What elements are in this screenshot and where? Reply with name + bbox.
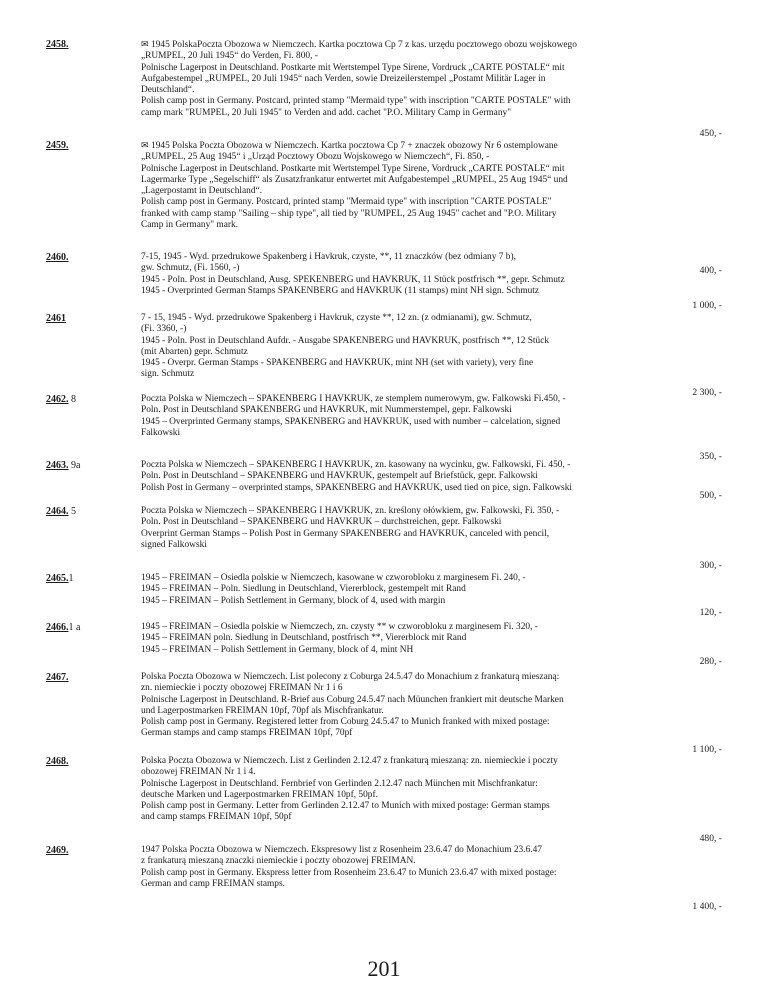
description-text: 1945 – FREIMAN poln. Siedlung in Deutschland, postfrisch **, Viererblock mit Rand [141, 633, 467, 644]
description-text: German stamps and camp stamps FREIMAN 10pf, 70pf [141, 728, 353, 739]
lot-number-main: 2458. [46, 39, 69, 50]
lot-number [46, 394, 76, 405]
description-line [141, 573, 671, 584]
description-line [141, 801, 671, 812]
lot-number-main: 2460. [46, 252, 69, 263]
lot-description [141, 460, 671, 494]
description-line [141, 63, 671, 74]
lot-number-suffix: 1 a [68, 622, 81, 633]
description-line [141, 596, 671, 607]
lot-description [141, 394, 671, 439]
lot-number [46, 252, 69, 263]
lot-description [141, 140, 671, 231]
description-text: deutsche Marken und Lagerpostmarken FREIMAN 10pf, 50pf. [141, 789, 378, 800]
description-line [141, 767, 671, 778]
lot-description [141, 672, 671, 740]
lot-number-main: 2465. [46, 573, 69, 584]
lot-number [46, 140, 69, 151]
description-line [141, 506, 671, 517]
lot-number-main: 2467. [46, 672, 69, 683]
lot-price: 500, - [699, 490, 722, 501]
description-line [141, 812, 671, 823]
description-line [141, 175, 671, 186]
description-text: Deutschland“. [141, 85, 195, 96]
description-line [141, 209, 671, 220]
description-text: sign. Schmutz [141, 369, 195, 380]
lot-number [46, 573, 74, 584]
lot-number-main: 2466. [46, 622, 69, 633]
lot-number-suffix: 8 [68, 394, 76, 405]
envelope-icon: ✉ [141, 39, 149, 49]
description-text: Poczta Polska w Niemczech – SPAKENBERG I HAVKRUK, zn. kasowany na wycinku, gw. Falkowski, Fi. 450, - [141, 460, 571, 470]
description-text: 1945 – Overprinted Germany stamps, SPAKENBERG and HAVKRUK, used with number – calcelation, signed [141, 416, 561, 427]
description-text: 1945 – FREIMAN – Poln. Siedlung in Deutschland, Viererblock, gestempelt mit Rand [141, 584, 466, 595]
lot-number-suffix: 9a [68, 460, 81, 471]
description-line [141, 417, 671, 428]
description-line [141, 286, 671, 297]
description-line [141, 879, 671, 890]
description-text: Polish camp post in Germany. Registered letter from Coburg 24.5.47 to Munich franked with mixed postage: [141, 717, 550, 728]
description-line [141, 85, 671, 96]
description-line [141, 140, 671, 152]
description-text: 1947 Polska Poczta Obozowa w Niemczech. Ekspresowy list z Rosenheim 23.6.47 do Monachium 23.6.47 [141, 845, 542, 855]
description-text: Polnische Lagerpost in Deutschland. R-Brief aus Coburg 24.5.47 nach Müunchen frankiert mit deutsche Marken [141, 694, 564, 705]
description-line [141, 695, 671, 706]
lot-number-main: 2462. [46, 394, 69, 405]
description-text: gw. Schmutz, (Fi. 1560, -) [141, 263, 240, 274]
description-line [141, 868, 671, 879]
description-line [141, 74, 671, 85]
lot-description [141, 39, 671, 119]
lot-number [46, 845, 69, 856]
description-line [141, 347, 671, 358]
description-line [141, 39, 671, 51]
description-line [141, 856, 671, 867]
description-line [141, 394, 671, 405]
lot-description [141, 313, 671, 381]
lot-description [141, 573, 671, 607]
description-line [141, 220, 671, 231]
lot-number-main: 2463. [46, 460, 69, 471]
description-line [141, 405, 671, 416]
description-line [141, 313, 671, 324]
description-line [141, 471, 671, 482]
description-line [141, 717, 671, 728]
lot-price: 300, - [699, 560, 722, 571]
lot-description [141, 622, 671, 656]
description-line [141, 756, 671, 767]
description-line [141, 645, 671, 656]
description-text: obozowej FREIMAN Nr 1 i 4. [141, 767, 256, 778]
description-line [141, 275, 671, 286]
description-text: zn. niemieckie i poczty obozowej FREIMAN Nr 1 i 6 [141, 683, 343, 694]
lot-price: 480, - [699, 833, 722, 844]
description-text: Poczta Polska w Niemczech – SPAKENBERG I HAVKRUK, ze stemplem numerowym, gw. Falkowski Fi.450, - [141, 394, 566, 404]
description-line [141, 369, 671, 380]
description-text: Polska Poczta Obozowa w Niemczech. List polecony z Coburga 24.5.47 do Monachium z frankaturą mieszaną: [141, 672, 560, 682]
description-text: 1945 - Overpr. German Stamps - SPAKENBERG and HAVKRUK, mint NH (set with variety), very fine [141, 358, 534, 369]
description-line [141, 460, 671, 471]
lot-number-main: 2461 [46, 313, 66, 324]
description-text: Poczta Polska w Niemczech – SPAKENBERG I HAVKRUK, zn. kreślony ołówkiem, gw. Falkowski, Fi. 350, - [141, 506, 560, 516]
description-text: franked with camp stamp "Sailing – ship type", all tied by "RÜMPEL, 25 Aug 1945" cachet and "P.O. Military [141, 208, 557, 219]
lot-number [46, 672, 69, 683]
description-text: Poln. Post in Deutschland SPAKENBERG und HAVKRUK, mit Nummerstempel, gepr. Falkowski [141, 405, 512, 416]
description-line [141, 622, 671, 633]
envelope-icon: ✉ [141, 140, 149, 150]
description-text: 1945 – FREIMAN – Polish Settlement in Germany, block of 4, used with margin [141, 595, 446, 606]
description-text: Polish camp post in Germany. Ekspress letter from Rosenheim 23.6.47 to Munich 23.6.47 with mixed postage: [141, 867, 557, 878]
description-line [141, 51, 671, 62]
lot-number-main: 2464. [46, 506, 69, 517]
lot-price: 120, - [699, 607, 722, 618]
lot-price: 350, - [699, 451, 722, 462]
lot-number [46, 622, 80, 633]
lot-price: 280, - [699, 656, 722, 667]
description-text: Polnische Lagerpost in Deutschland. Postkarte mit Wertstempel Type Sirene, Vordruck „CARTE POSTALE“ mit [141, 163, 565, 174]
description-text: „RÜMPEL, 20 Juli 1945“ do Verden, Fi. 800, - [141, 51, 318, 62]
description-text: 1945 – FREIMAN – Polish Settlement in Germany, block of 4, mint NH [141, 644, 414, 655]
description-text: Aufgabestempel „RÜMPEL, 20 Juli 1945“ nach Verden, sowie Dreizeilerstempel „Postamt Militär Lager in [141, 73, 546, 84]
description-line [141, 197, 671, 208]
description-text: 1945 – FREIMAN – Osiedla polskie w Niemczech, kasowane w czworobloku z marginesem Fi. 240, - [141, 573, 526, 583]
description-line [141, 845, 671, 856]
description-text: 7 - 15, 1945 - Wyd. przedrukowe Spakenberg i Havkruk, czyste **, 12 zn. (z odmianami), gw. Schmutz, [141, 313, 532, 323]
description-text: Polish Post in Germany – overprinted stamps, SPAKENBERG and HAVKRUK, used tied on pice, sign. Falkowski [141, 482, 572, 493]
description-line [141, 529, 671, 540]
description-line [141, 790, 671, 801]
description-line [141, 186, 671, 197]
description-line [141, 324, 671, 335]
lot-number [46, 756, 69, 767]
description-line [141, 358, 671, 369]
lot-number [46, 313, 66, 324]
description-text: Poln. Post in Deutschland – SPAKENBERG und HAVKRUK – durchstreichen, gepr. Falkowski [141, 517, 502, 528]
lot-number-main: 2459. [46, 140, 69, 151]
lot-price: 2 300, - [692, 387, 722, 398]
description-line [141, 517, 671, 528]
description-text: „Lagerpostamt in Deutschland“. [141, 186, 263, 197]
description-line [141, 252, 671, 263]
description-text: (mit Abarten) gepr. Schmutz [141, 346, 248, 357]
description-text: 1945 Polska Poczta Obozowa w Niemczech. Kartka pocztowa Cp 7 + znaczek obozowy Nr 6 ostemplowane [151, 141, 558, 151]
lot-price: 400, - [699, 265, 722, 276]
description-line [141, 633, 671, 644]
lot-number [46, 460, 80, 471]
page-number: 201 [367, 956, 401, 981]
lot-price: 1 400, - [692, 901, 722, 912]
description-text: and camp stamps FREIMAN 10pf, 50pf [141, 812, 292, 823]
description-text: Polnische Lagerpost in Deutschland. Postkarte mit Wertstempel Type Sirene, Vordruck „CARTE POSTALE“ mit [141, 62, 565, 73]
description-text: 1945 – FREIMAN – Osiedla polskie w Niemczech, zn. czysty ** w czworobloku z marginesem Fi. 320, - [141, 622, 538, 632]
description-text: 1945 - Overprinted German Stamps SPAKENBERG and HAVKRUK (11 stamps) mint NH sign. Schmutz [141, 285, 540, 296]
description-text: (Fi. 3360, -) [141, 324, 187, 335]
description-text: und Lagerpostmarken FREIMAN 10pf, 70pf als Mischfrankatur. [141, 705, 384, 716]
description-line [141, 728, 671, 739]
description-text: Polish camp post in Germany. Letter from Gerlinden 2.12.47 to Munich with mixed postage: German stamps [141, 801, 550, 812]
description-line [141, 672, 671, 683]
lot-description [141, 506, 671, 551]
description-text: z frankaturą mieszaną znaczki niemieckie i poczty obozowej FREIMAN. [141, 856, 416, 867]
description-text: signed Falkowski [141, 539, 207, 550]
lot-number [46, 39, 69, 50]
description-text: 1945 PolskaPoczta Obozowa w Niemczech. Kartka pocztowa Cp 7 z kas. urzędu pocztowego obozu wojskowego [151, 40, 577, 50]
description-line [141, 428, 671, 439]
description-line [141, 152, 671, 163]
lot-number-suffix: 1 [68, 573, 74, 584]
description-line [141, 779, 671, 790]
description-line [141, 96, 671, 107]
lot-description [141, 252, 671, 297]
description-line [141, 483, 671, 494]
description-line [141, 336, 671, 347]
lot-number-main: 2468. [46, 756, 69, 767]
lot-price: 1 000, - [692, 300, 722, 311]
description-text: Polish camp post in Germany. Postcard, printed stamp "Mermaid type" with inscription "CARTE POSTALE" with [141, 96, 571, 107]
lot-price: 1 100, - [692, 744, 722, 755]
description-text: German and camp FREIMAN stamps. [141, 878, 285, 889]
lot-description [141, 845, 671, 890]
description-text: „RÜMPEL, 25 Aug 1945“ i „Urząd Pocztowy Obozu Wojskowego w Niemczech“, Fi. 850, - [141, 152, 490, 163]
description-text: Falkowski [141, 427, 181, 438]
lot-number-suffix: 5 [68, 506, 76, 517]
description-text: Lagermarke Type „Segelschiff“ als Zusatzfrankatur entwertet mit Aufgabestempel „RÜMPEL, 25 Aug 1945“ und [141, 174, 568, 185]
description-line [141, 706, 671, 717]
description-line [141, 683, 671, 694]
description-line [141, 164, 671, 175]
description-text: 1945 - Poln. Post in Deutschland Aufdr. - Ausgabe SPAKENBERG und HAVKRUK, postfrisch **, 12 Stück [141, 335, 550, 346]
description-text: Poln. Post in Deutschland – SPAKENBERG und HAVKRUK, gestempelt auf Briefstück, gepr. Falkowski [141, 471, 538, 482]
description-text: Overprint German Stamps – Polish Post in Germany SPAKENBERG and HAVKRUK, canceled with pencil, [141, 528, 550, 539]
lot-price: 450, - [699, 128, 722, 139]
description-line [141, 584, 671, 595]
description-text: Polish camp post in Germany. Postcard, printed stamp "Mermaid type" with inscription "CARTE POSTALE" [141, 197, 552, 208]
description-line [141, 540, 671, 551]
description-line [141, 263, 671, 274]
lot-description [141, 756, 671, 824]
description-text: Polnische Lagerpost in Deutschland. Fernbrief von Gerlinden 2.12.47 nach München mit Mischfrankatur: [141, 778, 538, 789]
description-line [141, 108, 671, 119]
description-text: camp mark "RÜMPEL, 20 Juli 1945" to Verden and add. cachet "P.O. Military Camp in Germany" [141, 107, 512, 118]
description-text: Polska Poczta Obozowa w Niemczech. List z Gerlinden 2.12.47 z frankaturą mieszaną: zn. niemieckie i poczty [141, 756, 558, 766]
description-text: 1945 - Poln. Post in Deutschland, Ausg. SPEKENBERG und HAVKRUK, 11 Stück postfrisch **, gepr. Schmutz [141, 274, 565, 285]
description-text: 7-15, 1945 - Wyd. przedrukowe Spakenberg i Havkruk, czyste, **, 11 znaczków (bez odmiany 7 b), [141, 252, 516, 262]
description-text: Camp in Germany" mark. [141, 220, 239, 231]
lot-number-main: 2469. [46, 845, 69, 856]
lot-number [46, 506, 76, 517]
